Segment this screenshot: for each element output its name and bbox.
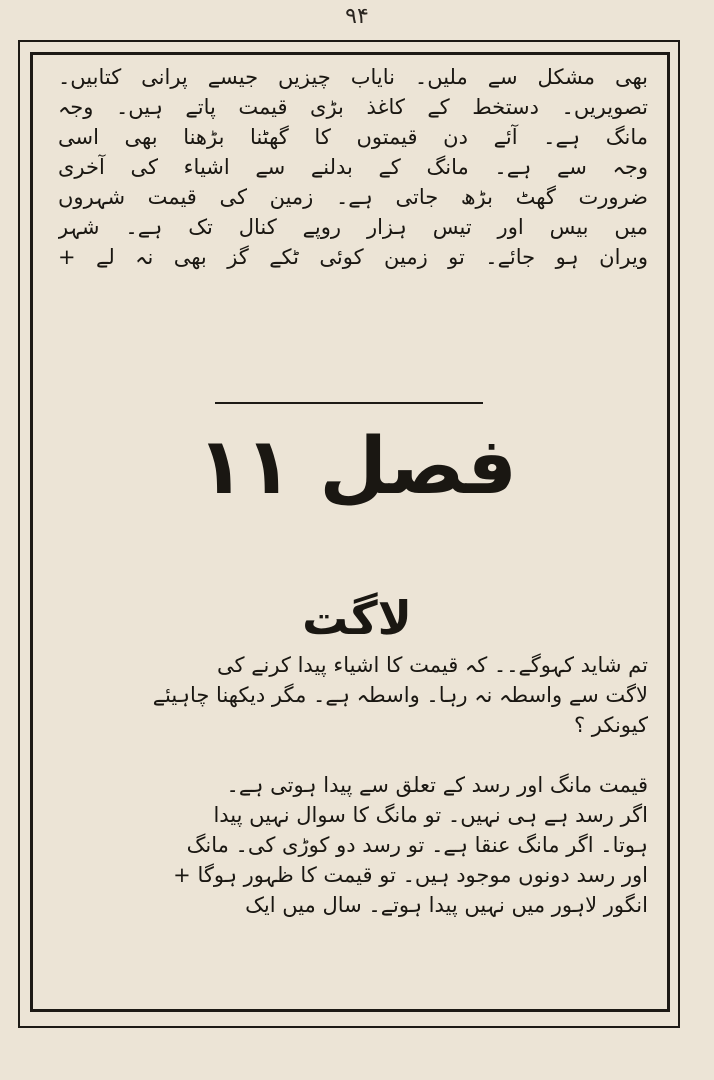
paragraph-intro xyxy=(58,650,648,740)
paragraph-body xyxy=(58,770,648,920)
text-line: تم شاید کہوگے۔۔ کہ قیمت کا اشیاء پیدا کرنے کی xyxy=(217,653,648,677)
text-line: تصویریں۔ دستخط کے کاغذ بڑی قیمت پاتے ہیں۔ وجہ xyxy=(58,95,648,119)
text-line: قیمت مانگ اور رسد کے تعلق سے پیدا ہوتی ہے۔ xyxy=(226,773,648,797)
text-line: انگور لاہور میں نہیں پیدا ہوتے۔ سال میں ایک xyxy=(245,893,648,917)
text-line: وجہ سے ہے۔ مانگ کے بدلنے سے اشیاء کی آخری xyxy=(58,155,648,179)
text-line: ویران ہو جائے۔ تو زمین کوئی ٹکے گز بھی نہ لے + xyxy=(58,245,648,269)
chapter-heading: فصل ١١ xyxy=(197,422,517,512)
section-title: لاگت xyxy=(302,591,412,645)
page-number: ۹۴ xyxy=(345,4,369,29)
text-line: بھی مشکل سے ملیں۔ نایاب چیزیں جیسے پرانی کتابیں۔ xyxy=(58,65,648,89)
text-line: لاگت سے واسطہ نہ رہا۔ واسطہ ہے۔ مگر دیکھنا چاہیئے xyxy=(152,683,648,707)
text-line: ضرورت گھٹ بڑھ جاتی ہے۔ زمین کی قیمت شہروں xyxy=(58,185,648,209)
text-line: میں بیس اور تیس ہزار روپے کنال تک ہے۔ شہر xyxy=(58,215,648,239)
text-line: مانگ ہے۔ آئے دن قیمتوں کا گھٹنا بڑھنا بھی اسی xyxy=(58,125,648,149)
paragraph-continued xyxy=(58,62,648,272)
text-line: اگر رسد ہے ہی نہیں۔ تو مانگ کا سوال نہیں پیدا xyxy=(213,803,648,827)
text-line: کیونکر ؟ xyxy=(573,713,648,737)
text-line: اور رسد دونوں موجود ہیں۔ تو قیمت کا ظہور ہوگا + xyxy=(173,863,648,887)
section-divider xyxy=(215,402,483,404)
text-line: ہوتا۔ اگر مانگ عنقا ہے۔ تو رسد دو کوڑی کی۔ مانگ xyxy=(186,833,648,857)
